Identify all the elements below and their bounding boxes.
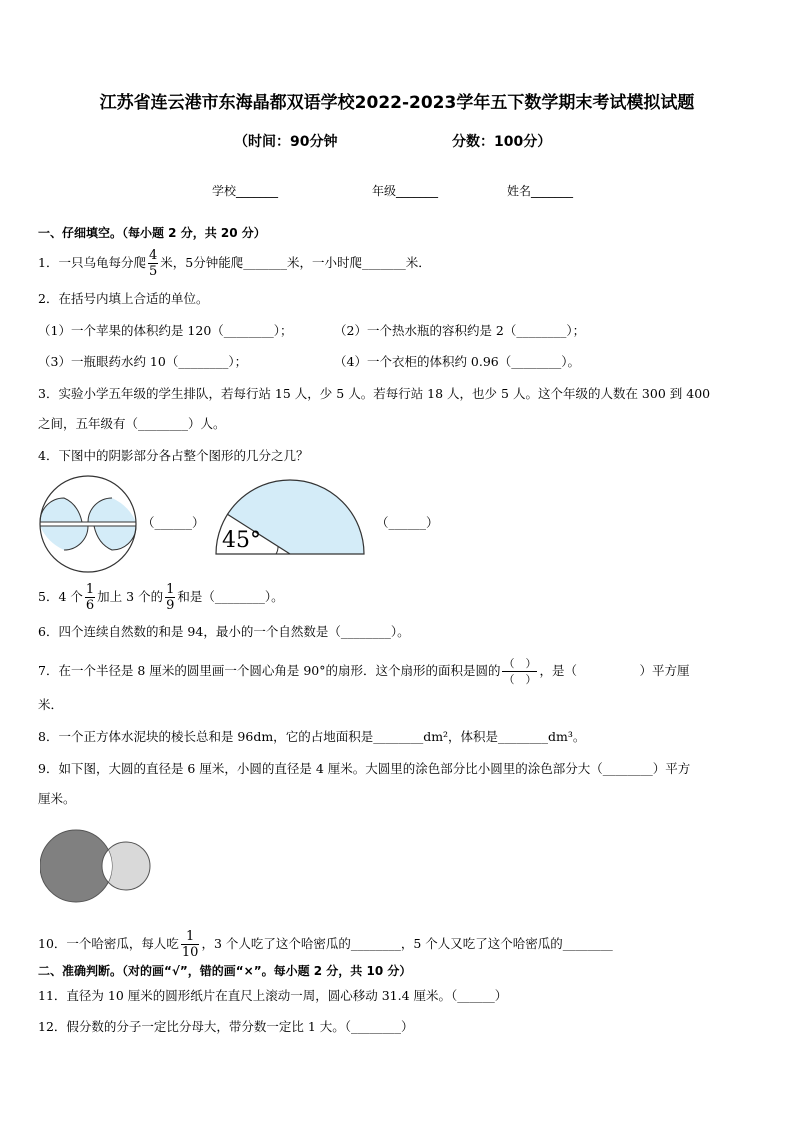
q1-frac-den: 5 — [148, 264, 158, 279]
q7-text-a: 7．在一个半径是 8 厘米的圆里画一个圆心角是 90°的扇形．这个扇形的面积是圆的 — [38, 663, 501, 678]
exam-time: （时间：90分钟 — [234, 134, 338, 150]
section1-heading: 一、仔细填空。（每小题 2 分，共 20 分） — [38, 226, 266, 240]
question-2-part1: （1）一个苹果的体积约是 120（________）； — [38, 323, 293, 338]
question-10 — [38, 929, 613, 960]
question-7-line2: 米． — [38, 697, 64, 712]
question-2-part3: （3）一瓶眼药水约 10（________）； — [38, 354, 248, 369]
section2-heading: 二、准确判断。（对的画“√”，错的画“×”。每小题 2 分，共 10 分） — [38, 964, 412, 978]
q1-text-a: 1．一只乌龟每分爬 — [38, 255, 146, 270]
question-9-line1: 9．如下图，大圆的直径是 6 厘米，小圆的直径是 4 厘米。大圆里的涂色部分比小圆里的涂色部分大（________）平方 — [38, 761, 691, 776]
q10-frac-den: 10 — [181, 945, 199, 960]
q10-text-b: ，3 个人吃了这个哈密瓜的________，5 个人又吃了这个哈密瓜的________ — [201, 936, 613, 951]
grade-field: 年级_______ — [372, 184, 439, 198]
question-4-stem: 4．下图中的阴影部分各占整个图形的几分之几？ — [38, 448, 309, 463]
q4-circle-figure — [38, 474, 138, 574]
q9-circles-figure — [40, 826, 154, 906]
q5-text-b: 加上 3 个的 — [97, 589, 164, 604]
question-3-line1: 3．实验小学五年级的学生排队，若每行站 15 人，少 5 人。若每行站 18 人，也少 5 人。这个年级的人数在 300 到 400 — [38, 386, 711, 401]
q7-text-b: ，是（ ）平方厘 — [539, 663, 690, 678]
q10-frac-num: 1 — [181, 929, 200, 945]
q4-angle-label: 45° — [222, 528, 261, 553]
q4-circle-shade-top — [88, 498, 136, 522]
q5-frac2-den: 9 — [166, 598, 175, 613]
q10-fraction — [181, 929, 200, 960]
question-11: 11．直径为 10 厘米的圆形纸片在直尺上滚动一周，圆心移动 31.4 厘米。（______） — [38, 988, 508, 1003]
q1-frac-num: 4 — [148, 248, 158, 263]
question-6: 6．四个连续自然数的和是 94，最小的一个自然数是（________）。 — [38, 624, 410, 639]
q4-blank-2: （______） — [376, 515, 439, 530]
q5-fraction-1 — [85, 582, 95, 613]
q4-blank-1: （______） — [142, 515, 205, 530]
q7-frac-den: （ ） — [503, 673, 537, 686]
question-7 — [38, 656, 690, 687]
q9-big-circle — [40, 830, 112, 902]
q5-frac2-num: 1 — [166, 582, 175, 597]
question-3-line2: 之间，五年级有（________）人。 — [38, 416, 226, 431]
school-field: 学校_______ — [212, 184, 279, 198]
exam-title: 江苏省连云港市东海晶都双语学校2022-2023学年五下数学期末考试模拟试题 — [99, 93, 695, 113]
q7-fraction — [502, 656, 537, 687]
q5-frac1-den: 6 — [85, 598, 95, 613]
q4-circle-shade-left — [40, 498, 82, 522]
question-2-stem: 2．在括号内填上合适的单位。 — [38, 291, 209, 306]
q1-text-b: 米，5分钟能爬_______米，一小时爬_______米． — [160, 255, 431, 270]
q5-text-c: 和是（________）。 — [177, 589, 284, 604]
question-9-line2: 厘米。 — [38, 791, 76, 806]
name-field: 姓名_______ — [507, 184, 574, 198]
question-8: 8．一个正方体水泥块的棱长总和是 96dm，它的占地面积是________dm²，体积是________dm³。 — [38, 729, 586, 744]
question-5 — [38, 582, 284, 613]
q5-frac1-num: 1 — [85, 582, 95, 597]
question-2-part2: （2）一个热水瓶的容积约是 2（________）； — [334, 323, 586, 338]
q10-text-a: 10．一个哈密瓜，每人吃 — [38, 936, 179, 951]
q4-circle-shade-right — [94, 526, 136, 550]
question-2-part4: （4）一个衣柜的体积约 0.96（________）。 — [334, 354, 581, 369]
question-12: 12．假分数的分子一定比分母大，带分数一定比 1 大。（________） — [38, 1019, 414, 1034]
q4-circle-shade-bottom — [40, 526, 88, 550]
q5-fraction-2 — [165, 582, 175, 613]
q7-frac-num: （ ） — [503, 657, 537, 670]
exam-score: 分数：100分） — [452, 134, 552, 150]
question-1 — [38, 248, 431, 279]
q1-fraction — [148, 248, 158, 279]
q5-text-a: 5．4 个 — [38, 589, 83, 604]
